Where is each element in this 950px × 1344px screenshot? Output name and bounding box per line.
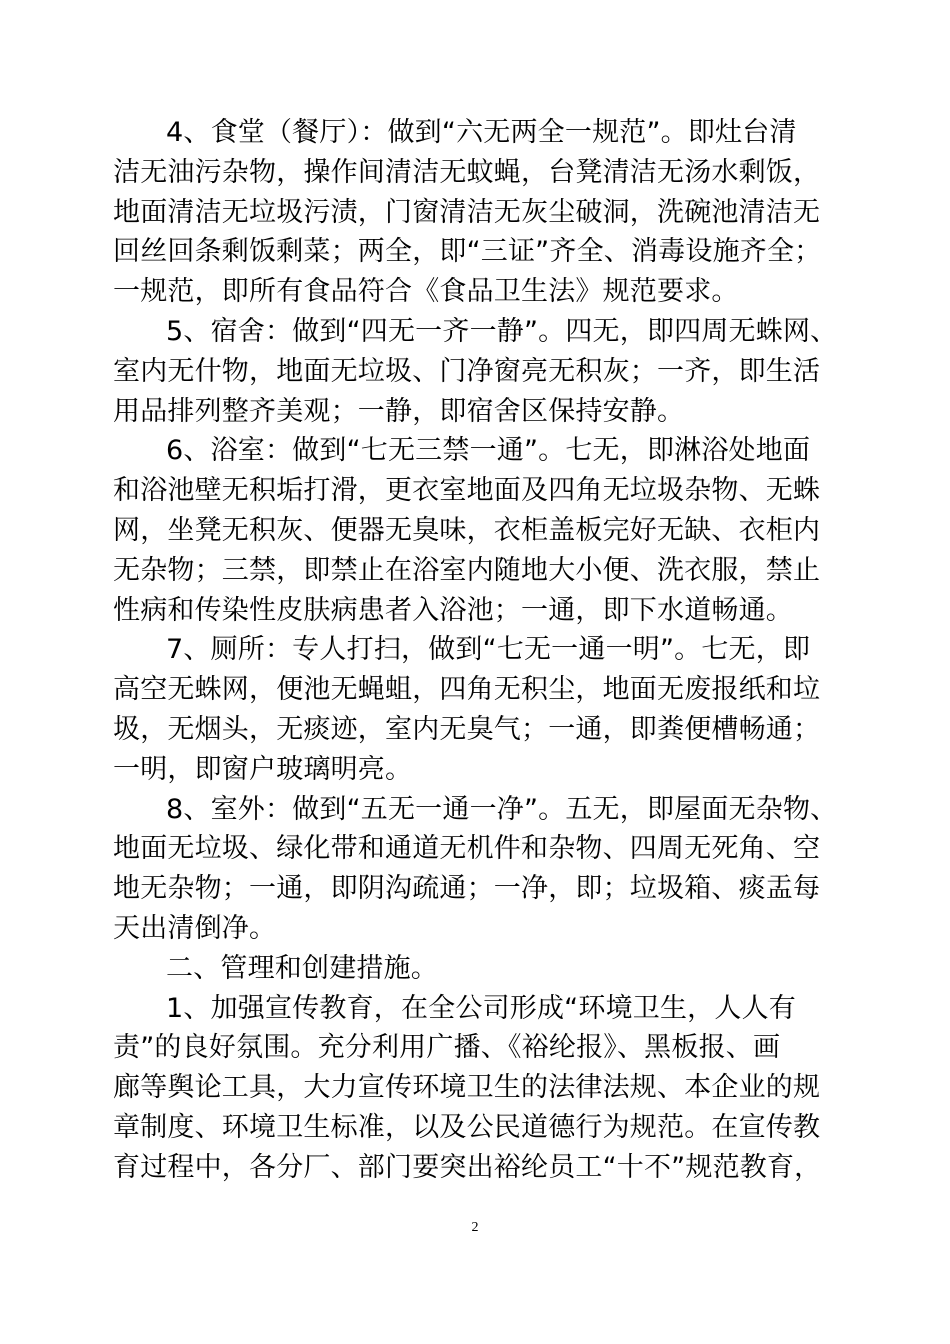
text-line: 责”的良好氛围。充分利用广播、《裕纶报》、黑板报、画 [113, 1032, 781, 1064]
text-line: 性病和传染性皮肤病患者入浴池；一通，即下水道畅通。 [113, 594, 793, 626]
text-line: 地面清洁无垃圾污渍，门窗清洁无灰尘破洞，洗碗池清洁无 [113, 196, 821, 228]
text-line: 高空无蛛网，便池无蝇蛆，四角无积尘，地面无废报纸和垃 [113, 674, 821, 706]
page-number: 2 [471, 1220, 479, 1235]
text-line: 用品排列整齐美观；一静，即宿舍区保持安静。 [113, 395, 685, 427]
text-line: 1、加强宣传教育，在全公司形成“环境卫生，人人有 [166, 992, 796, 1024]
text-line: 章制度、环境卫生标准，以及公民道德行为规范。在宣传教 [113, 1111, 821, 1143]
text-line: 网，坐凳无积灰、便器无臭味，衣柜盖板完好无缺、衣柜内 [113, 514, 821, 546]
text-line: 5、宿舍：做到“四无一齐一静”。四无，即四周无蛛网、 [166, 315, 837, 347]
text-line: 一规范，即所有食品符合《食品卫生法》规范要求。 [113, 276, 739, 308]
text-line: 和浴池壁无积垢打滑，更衣室地面及四角无垃圾杂物、无蛛 [113, 475, 821, 507]
text-line: 二、管理和创建措施。 [166, 952, 438, 984]
text-line: 室内无什物，地面无垃圾、门净窗亮无积灰；一齐，即生活 [113, 355, 821, 387]
text-line: 一明，即窗户玻璃明亮。 [113, 753, 413, 785]
document-body [113, 113, 837, 1188]
text-line: 回丝回条剩饭剩菜；两全，即“三证”齐全、消毒设施齐全； [113, 236, 822, 268]
text-line: 地无杂物；一通，即阴沟疏通；一净，即；垃圾箱、痰盂每 [113, 873, 821, 905]
text-line: 地面无垃圾、绿化带和通道无机件和杂物、四周无死角、空 [113, 833, 821, 865]
text-line: 7、厕所：专人打扫，做到“七无一通一明”。七无，即 [166, 634, 811, 666]
text-line: 天出清倒净。 [113, 912, 277, 944]
text-line: 无杂物；三禁，即禁止在浴室内随地大小便、洗衣服，禁止 [113, 554, 821, 586]
text-line: 廊等舆论工具，大力宣传环境卫生的法律法规、本企业的规 [113, 1072, 821, 1104]
text-line: 8、室外：做到“五无一通一净”。五无，即屋面无杂物、 [166, 793, 837, 825]
text-line: 6、浴室：做到“七无三禁一通”。七无，即淋浴处地面 [166, 435, 811, 467]
text-line: 圾，无烟头，无痰迹，室内无臭气；一通，即粪便槽畅通； [113, 713, 821, 745]
text-line: 洁无油污杂物，操作间清洁无蚊蝇，台凳清洁无汤水剩饭， [113, 156, 821, 188]
text-line: 育过程中，各分厂、部门要突出裕纶员工“十不”规范教育， [113, 1151, 822, 1183]
text-line: 4、食堂（餐厅）：做到“六无两全一规范”。即灶台清 [166, 117, 797, 148]
